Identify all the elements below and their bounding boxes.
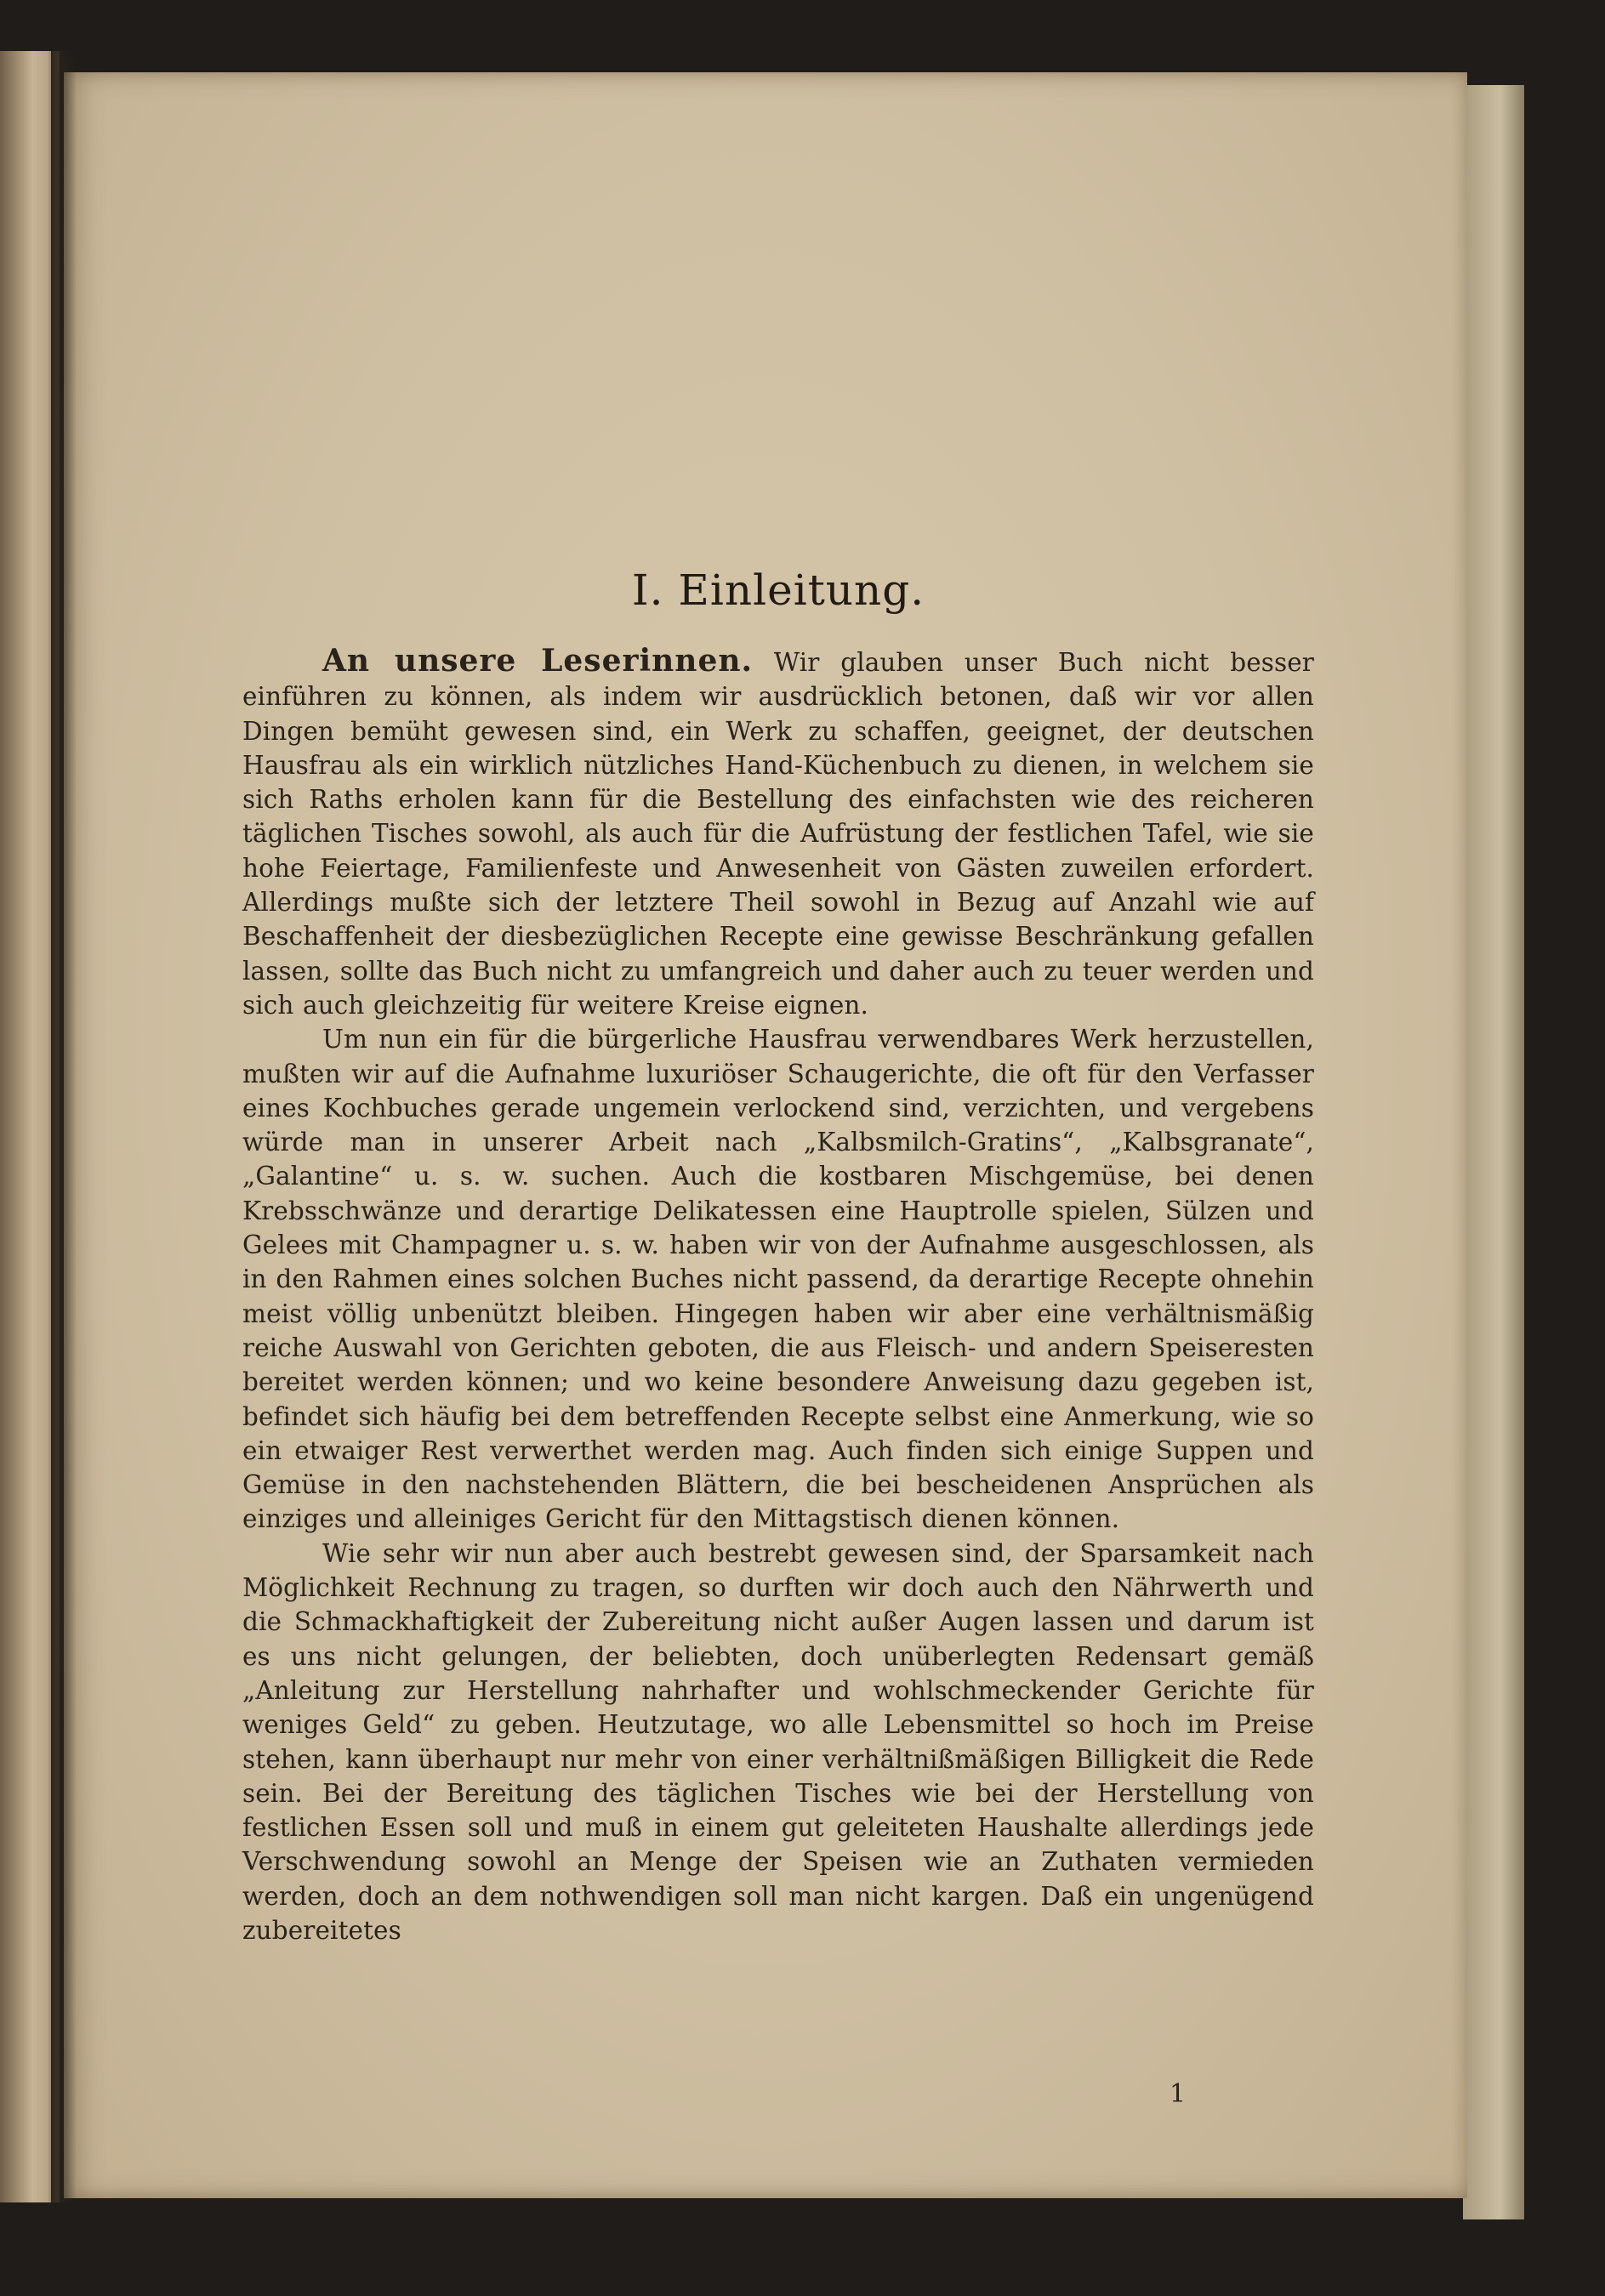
gutter-shadow [51, 51, 77, 2202]
book-page [64, 72, 1467, 2198]
book-cover-edge [1463, 85, 1524, 2219]
chapter-title: I. Einleitung. [631, 565, 925, 615]
paragraph-3: Wie sehr wir nun aber auch bestrebt gewesen sind, der Sparsamkeit nach Möglichkeit Rechnung zu tragen, so durften wir doch auch den Nährwerth und die Schmackhaftigkeit der Zubereitung nicht außer Augen lassen und darum ist es uns nicht gelungen, der beliebten, doch unüberlegten Redensart gemäß „Anleitung zur Herstellung nahrhafter und wohlschmeckender Gerichte für weniges Geld“ zu geben. Heutzutage, wo alle Lebensmittel so hoch im Preise stehen, kann überhaupt nur mehr von einer verhältnißmäßigen Billigkeit die Rede sein. Bei der Bereitung des täglichen Tisches wie bei der Herstellung von festlichen Essen soll und muß in einem gut geleiteten Haushalte allerdings jede Verschwendung sowohl an Menge der Speisen wie an Zuthaten vermieden werden, doch an dem nothwendigen soll man nicht kargen. Daß ein ungenügend zubereitetes [242, 1538, 1314, 1945]
section-heading: An unsere Leserinnen. [322, 643, 754, 679]
page-content [242, 514, 1314, 1947]
page-number: 1 [1170, 2079, 1187, 2109]
paragraph-1 [242, 644, 1314, 1022]
paragraph-1-text: Wir glauben unser Buch nicht besser einführen zu können, als indem wir ausdrücklich betonen, daß wir vor allen Dingen bemüht gewesen sind, ein Werk zu schaffen, geeignet, der deutschen Hausfrau als ein wirklich nützliches Hand-Küchenbuch zu dienen, in welchem sie sich Raths erholen kann für die Bestellung des einfachsten wie des reicheren täglichen Tisches sowohl, als auch für die Aufrüstung der festlichen Tafel, wie sie hohe Feiertage, Familienfeste und Anwesenheit von Gästen zuweilen erfordert. Allerdings mußte sich der letztere Theil sowohl in Bezug auf Anzahl wie auf Beschaffenheit der diesbezüglichen Recepte eine gewisse Beschränkung gefallen lassen, sollte das Buch nicht zu umfangreich und daher auch zu teuer werden und sich auch gleichzeitig für weitere Kreise eignen. [242, 648, 1314, 1020]
paragraph-2: Um nun ein für die bürgerliche Hausfrau verwendbares Werk herzustellen, mußten wir auf die Aufnahme luxuriöser Schaugerichte, die oft für den Verfasser eines Kochbuches gerade ungemein verlockend sind, verzichten, und vergebens würde man in unserer Arbeit nach „Kalbsmilch-Gratins“, „Kalbsgranate“, „Galantine“ u. s. w. suchen. Auch die kostbaren Mischgemüse, bei denen Krebsschwänze und derartige Delikatessen eine Hauptrolle spielen, Sülzen und Gelees mit Champagner u. s. w. haben wir von der Aufnahme ausgeschlossen, als in den Rahmen eines solchen Buches nicht passend, da derartige Recepte ohnehin meist völlig unbenützt bleiben. Hingegen haben wir aber eine verhältnismäßig reiche Auswahl von Gerichten geboten, die aus Fleisch- und andern Speiseresten bereitet werden können; und wo keine besondere Anweisung dazu gegeben ist, befindet sich häufig bei dem betreffenden Recepte selbst eine Anmerkung, wie so ein etwaiger Rest verwerthet werden mag. Auch finden sich einige Suppen und Gemüse in den nachstehenden Blättern, die bei bescheidenen Ansprüchen als einziges und alleiniges Gericht für den Mittagstisch dienen können. [242, 1025, 1314, 1534]
